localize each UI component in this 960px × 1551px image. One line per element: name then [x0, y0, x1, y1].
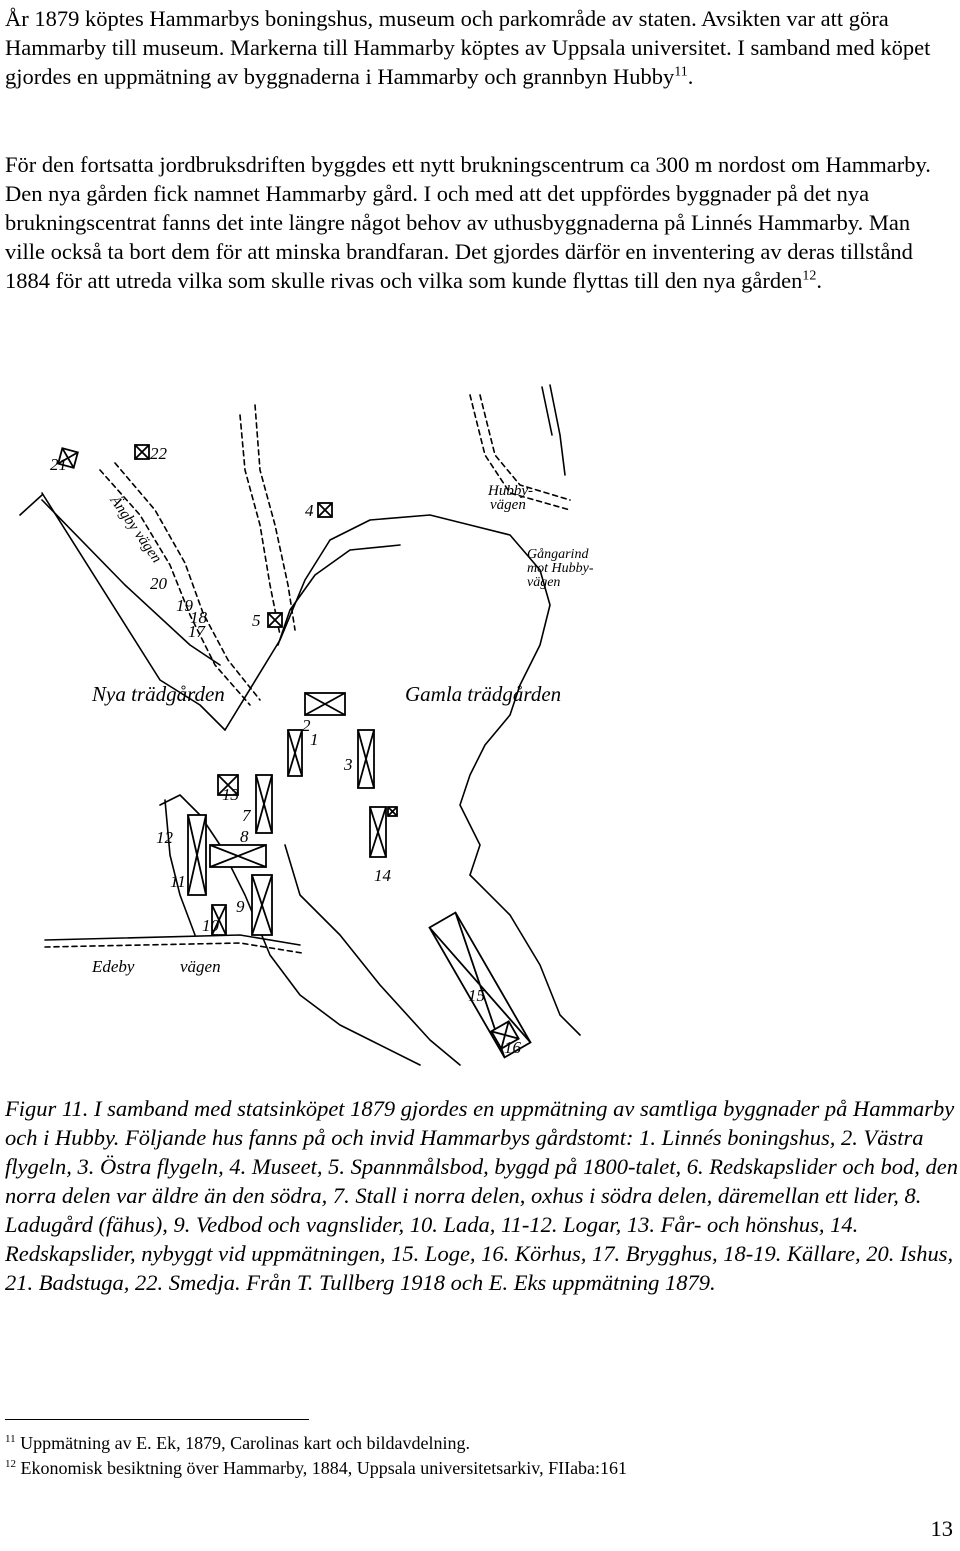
label-edeby-vagen: vägen: [180, 957, 221, 976]
label-building-3: 3: [344, 755, 353, 774]
label-building-19: 19: [176, 596, 193, 615]
label-hubby-vagen-2: vägen: [490, 497, 526, 513]
label-building-4: 4: [305, 501, 314, 520]
label-gangarind-1: Gångarind: [527, 547, 589, 562]
label-building-10: 10: [202, 916, 219, 935]
building-7: [256, 775, 272, 833]
yard-inner-curve: [278, 545, 400, 645]
hammarby-site-map: [40, 375, 594, 1065]
building-4: [318, 503, 332, 517]
page-number: 13: [930, 1516, 953, 1541]
edeby-road-dashed: [45, 943, 302, 953]
east-line: [550, 385, 565, 475]
label-gangarind-2: mot Hubby-: [527, 561, 594, 576]
footnote-ref-11[interactable]: 11: [674, 64, 688, 80]
label-building-7: 7: [242, 806, 251, 825]
label-building-17: 17: [188, 622, 205, 641]
footnote-12-number: 12: [5, 1458, 16, 1470]
footnote-ref-12[interactable]: 12: [802, 268, 817, 284]
label-building-8: 8: [240, 827, 249, 846]
paragraph-new-farm: [5, 150, 955, 295]
paragraph-purchase-text: År 1879 köptes Hammarbys boningshus, museum och parkområde av staten. Avsikten var att göra Hammarby till museum. Markerna till Hammarby köptes av Uppsala universitet. I samband med köpet gjordes en uppmätning av byggnaderna i Hammarby och grannbyn Hubby: [5, 6, 931, 89]
label-hubby-vagen-1: Hubby-: [488, 483, 533, 499]
label-building-22: 22: [150, 444, 167, 463]
label-building-20: 20: [150, 574, 167, 593]
label-building-1: 1: [310, 730, 319, 749]
building-6: [388, 807, 397, 816]
label-building-5: 5: [252, 611, 261, 630]
building-5: [268, 613, 282, 627]
paragraph-new-farm-end: .: [816, 268, 822, 293]
footnote-separator: [5, 1419, 309, 1420]
building-11-12: [188, 815, 206, 895]
label-building-21: 21: [50, 455, 67, 474]
label-building-2: 2: [302, 716, 311, 735]
label-building-16: 16: [504, 1038, 521, 1057]
label-building-12: 12: [156, 828, 173, 847]
label-edeby: Edeby: [92, 957, 135, 976]
west-boundary-line: [20, 495, 42, 515]
paragraph-new-farm-text: För den fortsatta jordbruksdriften byggdes ett nytt brukningscentrum ca 300 m nordost om Hammarby. Den nya gården fick namnet Hammarby gård. I och med att det uppfördes byggnader på det nya brukningscentrat fanns det inte längre något behov av uthusbyggnaderna på Linnés Hammarby. Man ville också ta bort dem för att minska brandfaran. Det gjordes därför en inventering av deras tillstånd 1884 för att utreda vilka som skulle rivas och vilka som kunde flyttas till den nya gården: [5, 152, 931, 293]
footnote-11-number: 11: [5, 1433, 16, 1445]
inner-south-line: [285, 845, 460, 1065]
east-line-2: [542, 387, 552, 435]
north-path-dashed-1: [240, 415, 280, 635]
paragraph-purchase-end: .: [687, 64, 694, 89]
building-1: [305, 693, 345, 715]
label-gangarind-3: vägen: [527, 575, 561, 590]
building-22: [135, 445, 149, 459]
label-gamla-tradgarden: Gamla trädgården: [405, 682, 562, 706]
label-building-14: 14: [374, 866, 391, 885]
building-9: [252, 875, 272, 935]
paragraph-purchase: [5, 4, 955, 91]
figure-caption: Figur 11. I samband med statsinköpet 1879 gjordes en uppmätning av samtliga byggnader på Hammarby och i Hubby. Följande hus fanns på och invid Hammarbys gårdstomt: 1. Linnés boningshus, 2. Västra flygeln, 3. Östra flygeln, 4. Museet, 5. Spannmålsbod, byggd på 1800-talet, 6. Redskapslider och bod, den norra delen var äldre än den södra, 7. Stall i norra delen, oxhus i södra delen, däremellan ett lider, 8. Ladugård (fähus), 9. Vedbod och vagnslider, 10. Lada, 11-12. Logar, 13. Får- och hönshus, 14. Redskapslider, nybyggt vid uppmätningen, 15. Loge, 16. Körhus, 17. Brygghus, 18-19. Källare, 20. Ishus, 21. Badstuga, 22. Smedja. Från T. Tullberg 1918 och E. Eks uppmätning 1879.: [5, 1096, 958, 1295]
footnote-12: [5, 1456, 627, 1480]
north-path-dashed-2: [255, 405, 295, 630]
angby-road-dashed-2: [115, 463, 260, 700]
label-nya-tradgarden: Nya trädgården: [92, 682, 225, 706]
label-angby-vagen: Ängby vägen: [106, 493, 165, 567]
footnote-12-text: Ekonomisk besiktning över Hammarby, 1884, Uppsala universitetsarkiv, FIIaba:161: [20, 1458, 628, 1478]
footnote-11: [5, 1431, 470, 1455]
footnote-11-text: Uppmätning av E. Ek, 1879, Carolinas kart och bildavdelning.: [20, 1433, 471, 1453]
building-14: [370, 807, 386, 857]
label-building-13: 13: [222, 785, 239, 804]
label-building-11: 11: [170, 872, 186, 891]
building-3: [358, 730, 374, 788]
label-building-15: 15: [468, 986, 485, 1005]
building-8: [210, 845, 266, 867]
label-building-18: 18: [190, 608, 207, 627]
building-2: [288, 730, 302, 776]
label-building-9: 9: [236, 897, 245, 916]
